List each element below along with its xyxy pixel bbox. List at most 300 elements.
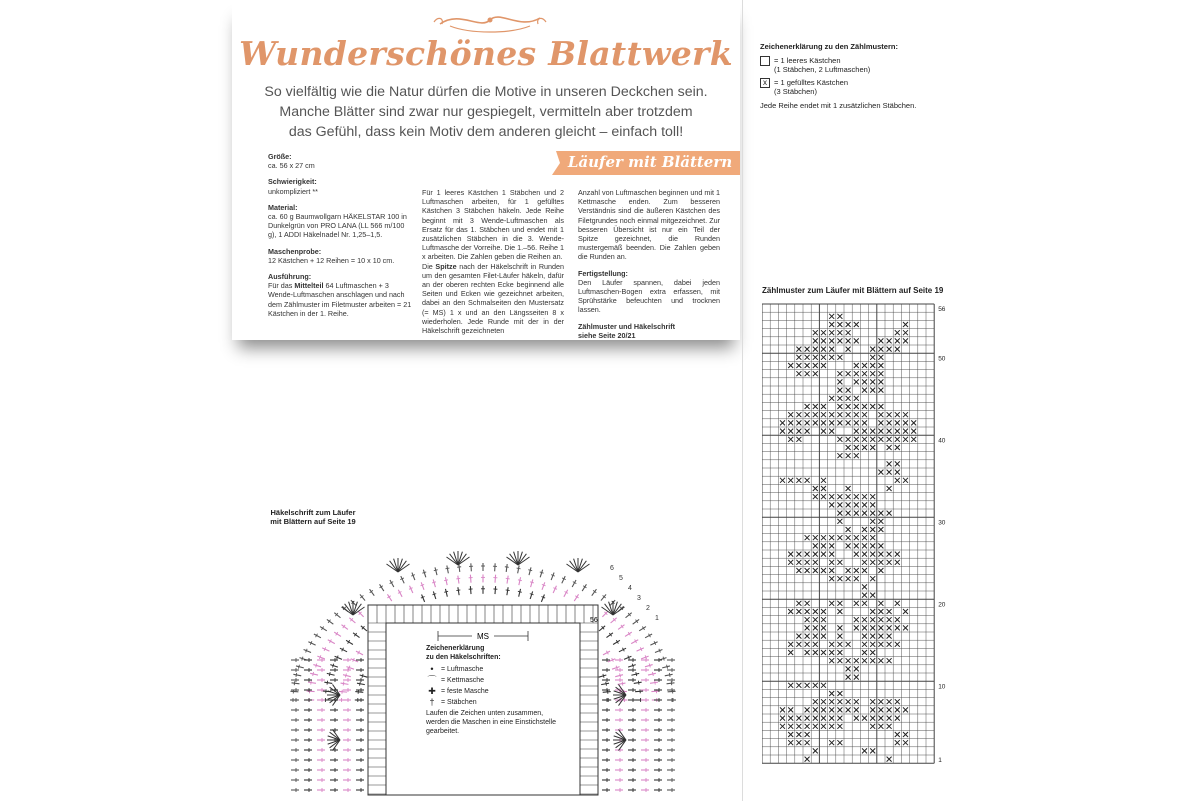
stitch-mark [291, 698, 299, 702]
filled-cell [870, 650, 875, 655]
filled-cell [846, 699, 851, 704]
instructions-text-post: 64 Luftmaschen + 3 Wende-Luftmaschen anschlagen und nach dem Zählmuster im Filetmuster arbeiten = 21 Kästchen in der 1. Reihe. [268, 281, 412, 318]
filled-cell [846, 642, 851, 647]
filled-cell [878, 699, 883, 704]
filled-cell [854, 617, 859, 622]
stitch-mark [317, 748, 325, 752]
filled-cell [829, 716, 834, 721]
stitch-mark [631, 618, 640, 626]
filled-cell [796, 601, 801, 606]
stitch-mark [330, 758, 338, 762]
filled-cell [821, 699, 826, 704]
filled-cell [878, 363, 883, 368]
stitch-mark [291, 728, 299, 732]
symbol-label: = Stäbchen [441, 699, 477, 706]
stitch-mark [641, 708, 649, 712]
filled-cell [813, 707, 818, 712]
stitch-mark [528, 591, 534, 600]
stitch-mark [633, 680, 642, 685]
filled-cell [870, 437, 875, 442]
stitch-mark [355, 649, 364, 656]
filled-cell [887, 625, 892, 630]
filled-cell [813, 634, 818, 639]
stitch-mark [359, 673, 368, 679]
filled-cell [837, 634, 842, 639]
filled-cell [878, 601, 883, 606]
filled-cell [895, 445, 900, 450]
legend-note: Jede Reihe endet mit 1 zusätzlichen Stäbchen. [760, 100, 917, 110]
row-label: 40 [938, 437, 946, 445]
filled-cell [837, 338, 842, 343]
filled-cell [895, 470, 900, 475]
stitch-mark [598, 624, 607, 632]
stitch-mark [444, 588, 450, 597]
filled-cell [870, 552, 875, 557]
instructions-column-1 [268, 152, 414, 325]
filled-cell [878, 437, 883, 442]
filled-cell [837, 609, 842, 614]
filled-cell [854, 568, 859, 573]
filled-cell [837, 691, 842, 696]
filled-cell [829, 691, 834, 696]
fan-motif [447, 551, 470, 565]
filled-cell [887, 338, 892, 343]
crochet-symbol-legend [426, 644, 566, 736]
filled-cell [796, 642, 801, 647]
filled-cell [829, 355, 834, 360]
filled-cell [805, 609, 810, 614]
filled-cell [846, 675, 851, 680]
stitch-mark [343, 768, 351, 772]
stitch-mark [602, 678, 610, 682]
stitch-mark [340, 623, 349, 631]
filled-cell [862, 437, 867, 442]
chain-stitch-icon: • [430, 664, 434, 674]
size-heading: Größe: [268, 152, 292, 161]
filled-cell [829, 560, 834, 565]
filled-cell [887, 699, 892, 704]
filled-cell [813, 363, 818, 368]
stitch-mark [330, 768, 338, 772]
filled-cell [878, 707, 883, 712]
stitch-mark [667, 768, 675, 772]
filled-cell [903, 420, 908, 425]
stitch-mark [648, 671, 657, 677]
filled-cell [796, 740, 801, 745]
filled-cell [821, 338, 826, 343]
filled-cell [829, 568, 834, 573]
stitch-mark [388, 579, 395, 588]
filled-cell [780, 707, 785, 712]
stitch-mark [304, 708, 312, 712]
filled-cell [862, 388, 867, 393]
filled-cell [829, 699, 834, 704]
stitch-mark [641, 668, 649, 672]
filled-cell [854, 666, 859, 671]
filled-cell [878, 347, 883, 352]
filled-cell [813, 560, 818, 565]
stitch-mark [330, 663, 339, 669]
filled-cell [788, 552, 793, 557]
filled-cell [780, 429, 785, 434]
filled-cell [846, 486, 851, 491]
filled-cell [796, 634, 801, 639]
filled-cell [805, 724, 810, 729]
chart-title: Zählmuster zum Läufer mit Blättern auf Seite 19 [762, 286, 944, 295]
stitch-mark [481, 563, 485, 571]
filled-cell [878, 560, 883, 565]
filled-cell [846, 388, 851, 393]
filled-cell [870, 625, 875, 630]
stitch-mark [654, 668, 662, 672]
stitch-mark [644, 663, 653, 669]
stitch-mark [343, 778, 351, 782]
filled-cell [887, 420, 892, 425]
stitch-mark [313, 632, 322, 639]
filled-cell [846, 412, 851, 417]
stitch-mark [319, 625, 328, 633]
filled-cell [903, 412, 908, 417]
stitch-mark [356, 758, 364, 762]
column3-text1: Anzahl von Luftmaschen beginnen und mit 1 Kettmasche enden. Zum besseren Verständnis sind die äußeren Kästchen des Filetgrundes noch einmal mitgezeichnet. Zur besseren Übersicht ist nur ein Teil der Spitze gezeichnet, die Runden mustergemäß beenden. Die Zahlen geben die Runden an. [578, 188, 720, 262]
stitch-mark [304, 778, 312, 782]
filled-cell [796, 437, 801, 442]
filled-cell [837, 388, 842, 393]
stitch-mark [628, 748, 636, 752]
stitch-mark [317, 708, 325, 712]
filled-cell [788, 363, 793, 368]
filled-cell [829, 314, 834, 319]
filled-cell [854, 379, 859, 384]
filled-cell [805, 420, 810, 425]
stitch-mark [469, 563, 473, 571]
filled-cell [878, 617, 883, 622]
filled-cell [805, 601, 810, 606]
intro-line: Manche Blätter sind zwar nur gespiegelt, vermitteln aber trotzdem [279, 104, 693, 120]
filled-cell [788, 732, 793, 737]
filled-cell [895, 437, 900, 442]
filled-cell [878, 371, 883, 376]
filled-cell [813, 355, 818, 360]
filled-cell [887, 617, 892, 622]
stitch-mark [602, 758, 610, 762]
filled-cell [846, 322, 851, 327]
filled-cell [862, 634, 867, 639]
filled-cell [895, 601, 900, 606]
stitch-mark [641, 678, 649, 682]
filled-cell [829, 642, 834, 647]
stitch-mark [627, 663, 636, 669]
filled-cell [837, 576, 842, 581]
filled-cell [870, 609, 875, 614]
filled-cell [788, 716, 793, 721]
stitch-mark [445, 565, 450, 574]
filled-cell [854, 445, 859, 450]
stitch-mark [615, 778, 623, 782]
stitch-mark [321, 646, 330, 653]
stitch-mark [330, 718, 338, 722]
filled-cell [821, 404, 826, 409]
stitch-mark [560, 575, 567, 584]
filled-cell [862, 543, 867, 548]
stitch-mark [291, 708, 299, 712]
filled-cell [854, 429, 859, 434]
filled-cell [837, 322, 842, 327]
legend-filled-line1: = 1 gefülltes Kästchen [774, 77, 849, 87]
filled-cell [796, 732, 801, 737]
stitch-mark [291, 668, 299, 672]
filled-cell [805, 429, 810, 434]
filled-cell [837, 560, 842, 565]
corner-round-number: 2 [646, 605, 650, 612]
filled-cell [887, 461, 892, 466]
filled-cell [796, 683, 801, 688]
stitch-mark [602, 649, 611, 656]
stitch-mark [667, 738, 675, 742]
stitch-mark [420, 594, 427, 603]
filled-cell [805, 347, 810, 352]
flourish-ornament-icon [430, 8, 550, 34]
stitch-mark [628, 698, 636, 702]
stitch-mark [602, 788, 610, 792]
filled-cell [878, 338, 883, 343]
filled-cell [846, 338, 851, 343]
filled-cell [780, 478, 785, 483]
row-label: 10 [938, 683, 946, 691]
stitch-mark [304, 788, 312, 792]
stitch-mark [304, 658, 312, 662]
filled-cell [870, 429, 875, 434]
stitch-mark [654, 648, 663, 655]
filled-cell [821, 650, 826, 655]
stitch-mark [624, 611, 633, 619]
stitch-mark [598, 673, 607, 679]
stitch-mark [481, 586, 485, 594]
stitch-mark [562, 589, 569, 598]
ms-marker [438, 631, 528, 641]
stitch-mark [615, 678, 623, 682]
stitch-mark [357, 610, 365, 618]
filled-cell [854, 437, 859, 442]
filled-cell [887, 445, 892, 450]
filled-cell [887, 429, 892, 434]
stitch-mark [654, 748, 662, 752]
legend-filled-line2: (3 Stäbchen) [774, 87, 817, 96]
symbol-label: = feste Masche [441, 688, 489, 695]
filled-cell [821, 486, 826, 491]
filled-cell [805, 642, 810, 647]
filled-cell [788, 642, 793, 647]
stitch-mark [615, 718, 623, 722]
stitch-mark [421, 569, 427, 578]
filled-cell [878, 724, 883, 729]
filled-cell [837, 724, 842, 729]
filled-cell [796, 412, 801, 417]
filled-cell [870, 543, 875, 548]
filled-cell [821, 412, 826, 417]
stitch-mark [296, 664, 305, 670]
intro-line: das Gefühl, dass kein Motiv dem anderen gleicht – einfach toll! [288, 124, 684, 140]
stitch-mark [628, 728, 636, 732]
filled-cell [870, 724, 875, 729]
chart-ref-line2: siehe Seite 20/21 [578, 330, 636, 340]
filled-cell [805, 740, 810, 745]
stitch-mark [304, 738, 312, 742]
filled-cell [805, 617, 810, 622]
filled-cell [788, 560, 793, 565]
symbol-legend-note: Laufen die Zeichen unten zusammen, werden die Maschen in eine Einstichstelle gearbeitet. [426, 710, 556, 735]
filled-cell [796, 347, 801, 352]
filled-cell [837, 625, 842, 630]
filled-cell [821, 355, 826, 360]
stitch-mark [291, 788, 299, 792]
filled-cell [821, 609, 826, 614]
filled-cell [837, 420, 842, 425]
filled-cell [878, 609, 883, 614]
filled-cell [895, 478, 900, 483]
filled-cell [846, 502, 851, 507]
filled-cell [805, 568, 810, 573]
intro-line: So vielfältig wie die Natur dürfen die Motive in unseren Deckchen sein. [264, 84, 708, 100]
filled-cell [788, 650, 793, 655]
stitch-mark [654, 698, 662, 702]
stitch-mark [330, 678, 338, 682]
filled-cell [870, 535, 875, 540]
filled-cell [821, 625, 826, 630]
corner-round-number: 5 [619, 575, 623, 582]
filled-cell [862, 642, 867, 647]
filled-cell [780, 724, 785, 729]
stitch-mark [356, 748, 364, 752]
stitch-mark [638, 625, 647, 633]
filled-cell [854, 699, 859, 704]
filled-cell [903, 338, 908, 343]
filled-cell [813, 347, 818, 352]
stitch-mark [602, 698, 610, 702]
filled-cell [895, 420, 900, 425]
stitch-mark [529, 579, 535, 588]
filled-cell [895, 552, 900, 557]
stitch-mark [317, 698, 325, 702]
filled-cell [862, 552, 867, 557]
stitch-mark [356, 698, 364, 702]
stitch-mark [551, 585, 558, 594]
filled-cell [821, 724, 826, 729]
filled-cell [862, 429, 867, 434]
symbol-label: = Luftmasche [441, 666, 484, 673]
filled-cell [829, 724, 834, 729]
filled-cell [846, 371, 851, 376]
stitch-mark [667, 708, 675, 712]
filled-cell [862, 560, 867, 565]
filled-cell [796, 478, 801, 483]
stitch-mark [345, 639, 354, 647]
filled-cell [846, 404, 851, 409]
filled-cell [870, 363, 875, 368]
filled-cell [829, 576, 834, 581]
filled-cell [788, 707, 793, 712]
filled-cell [837, 404, 842, 409]
filled-cell [788, 420, 793, 425]
stitch-mark [602, 778, 610, 782]
legend-empty-line1: = 1 leeres Kästchen [774, 55, 841, 65]
stitch-mark [343, 708, 351, 712]
stitch-mark [291, 748, 299, 752]
stitch-mark [356, 708, 364, 712]
stitch-mark [330, 788, 338, 792]
filled-cell [870, 634, 875, 639]
corner-round-number: 4 [628, 585, 632, 592]
filled-cell [862, 511, 867, 516]
filled-cell [878, 634, 883, 639]
filled-cell [813, 748, 818, 753]
stitch-mark [291, 658, 299, 662]
filled-cell [870, 519, 875, 524]
filled-cell [821, 683, 826, 688]
stitch-mark [481, 574, 485, 582]
stitch-mark [650, 640, 659, 647]
stitch-mark [356, 718, 364, 722]
filled-cell [878, 355, 883, 360]
size-value: ca. 56 x 27 cm [268, 161, 315, 171]
filled-cell [805, 732, 810, 737]
filled-cell [870, 748, 875, 753]
stitch-mark [399, 575, 406, 584]
fan-motif [507, 551, 530, 565]
filled-cell [829, 535, 834, 540]
filled-cell [837, 412, 842, 417]
stitch-mark [641, 778, 649, 782]
stitch-mark [628, 718, 636, 722]
ms-label: MS [477, 632, 489, 641]
stitch-mark [304, 748, 312, 752]
filled-cell [837, 371, 842, 376]
stitch-mark [317, 718, 325, 722]
filled-cell [903, 437, 908, 442]
filled-cell [829, 420, 834, 425]
stitch-mark [340, 681, 349, 686]
stitch-mark [333, 611, 342, 619]
stitch-mark [624, 630, 633, 638]
filled-cell [821, 330, 826, 335]
filled-cell [829, 322, 834, 327]
stitch-mark [654, 728, 662, 732]
filled-cell [895, 429, 900, 434]
filled-cell [854, 511, 859, 516]
filled-cell [854, 494, 859, 499]
filled-cell [878, 511, 883, 516]
stitch-mark [538, 569, 544, 578]
stitch-mark [654, 758, 662, 762]
filled-cell [837, 707, 842, 712]
instructions-column-3 [578, 188, 720, 347]
stitch-mark [356, 668, 364, 672]
stitch-mark [317, 768, 325, 772]
stitch-mark [628, 758, 636, 762]
filled-cell [887, 437, 892, 442]
stitch-mark [658, 656, 667, 662]
filled-cell [846, 445, 851, 450]
stitch-mark [468, 586, 473, 594]
filled-cell [805, 560, 810, 565]
filled-cell [846, 535, 851, 540]
filled-cell [854, 404, 859, 409]
filled-cell [805, 683, 810, 688]
filled-cell [813, 683, 818, 688]
stitch-mark [612, 639, 621, 647]
filled-cell [846, 707, 851, 712]
filled-cell [821, 535, 826, 540]
